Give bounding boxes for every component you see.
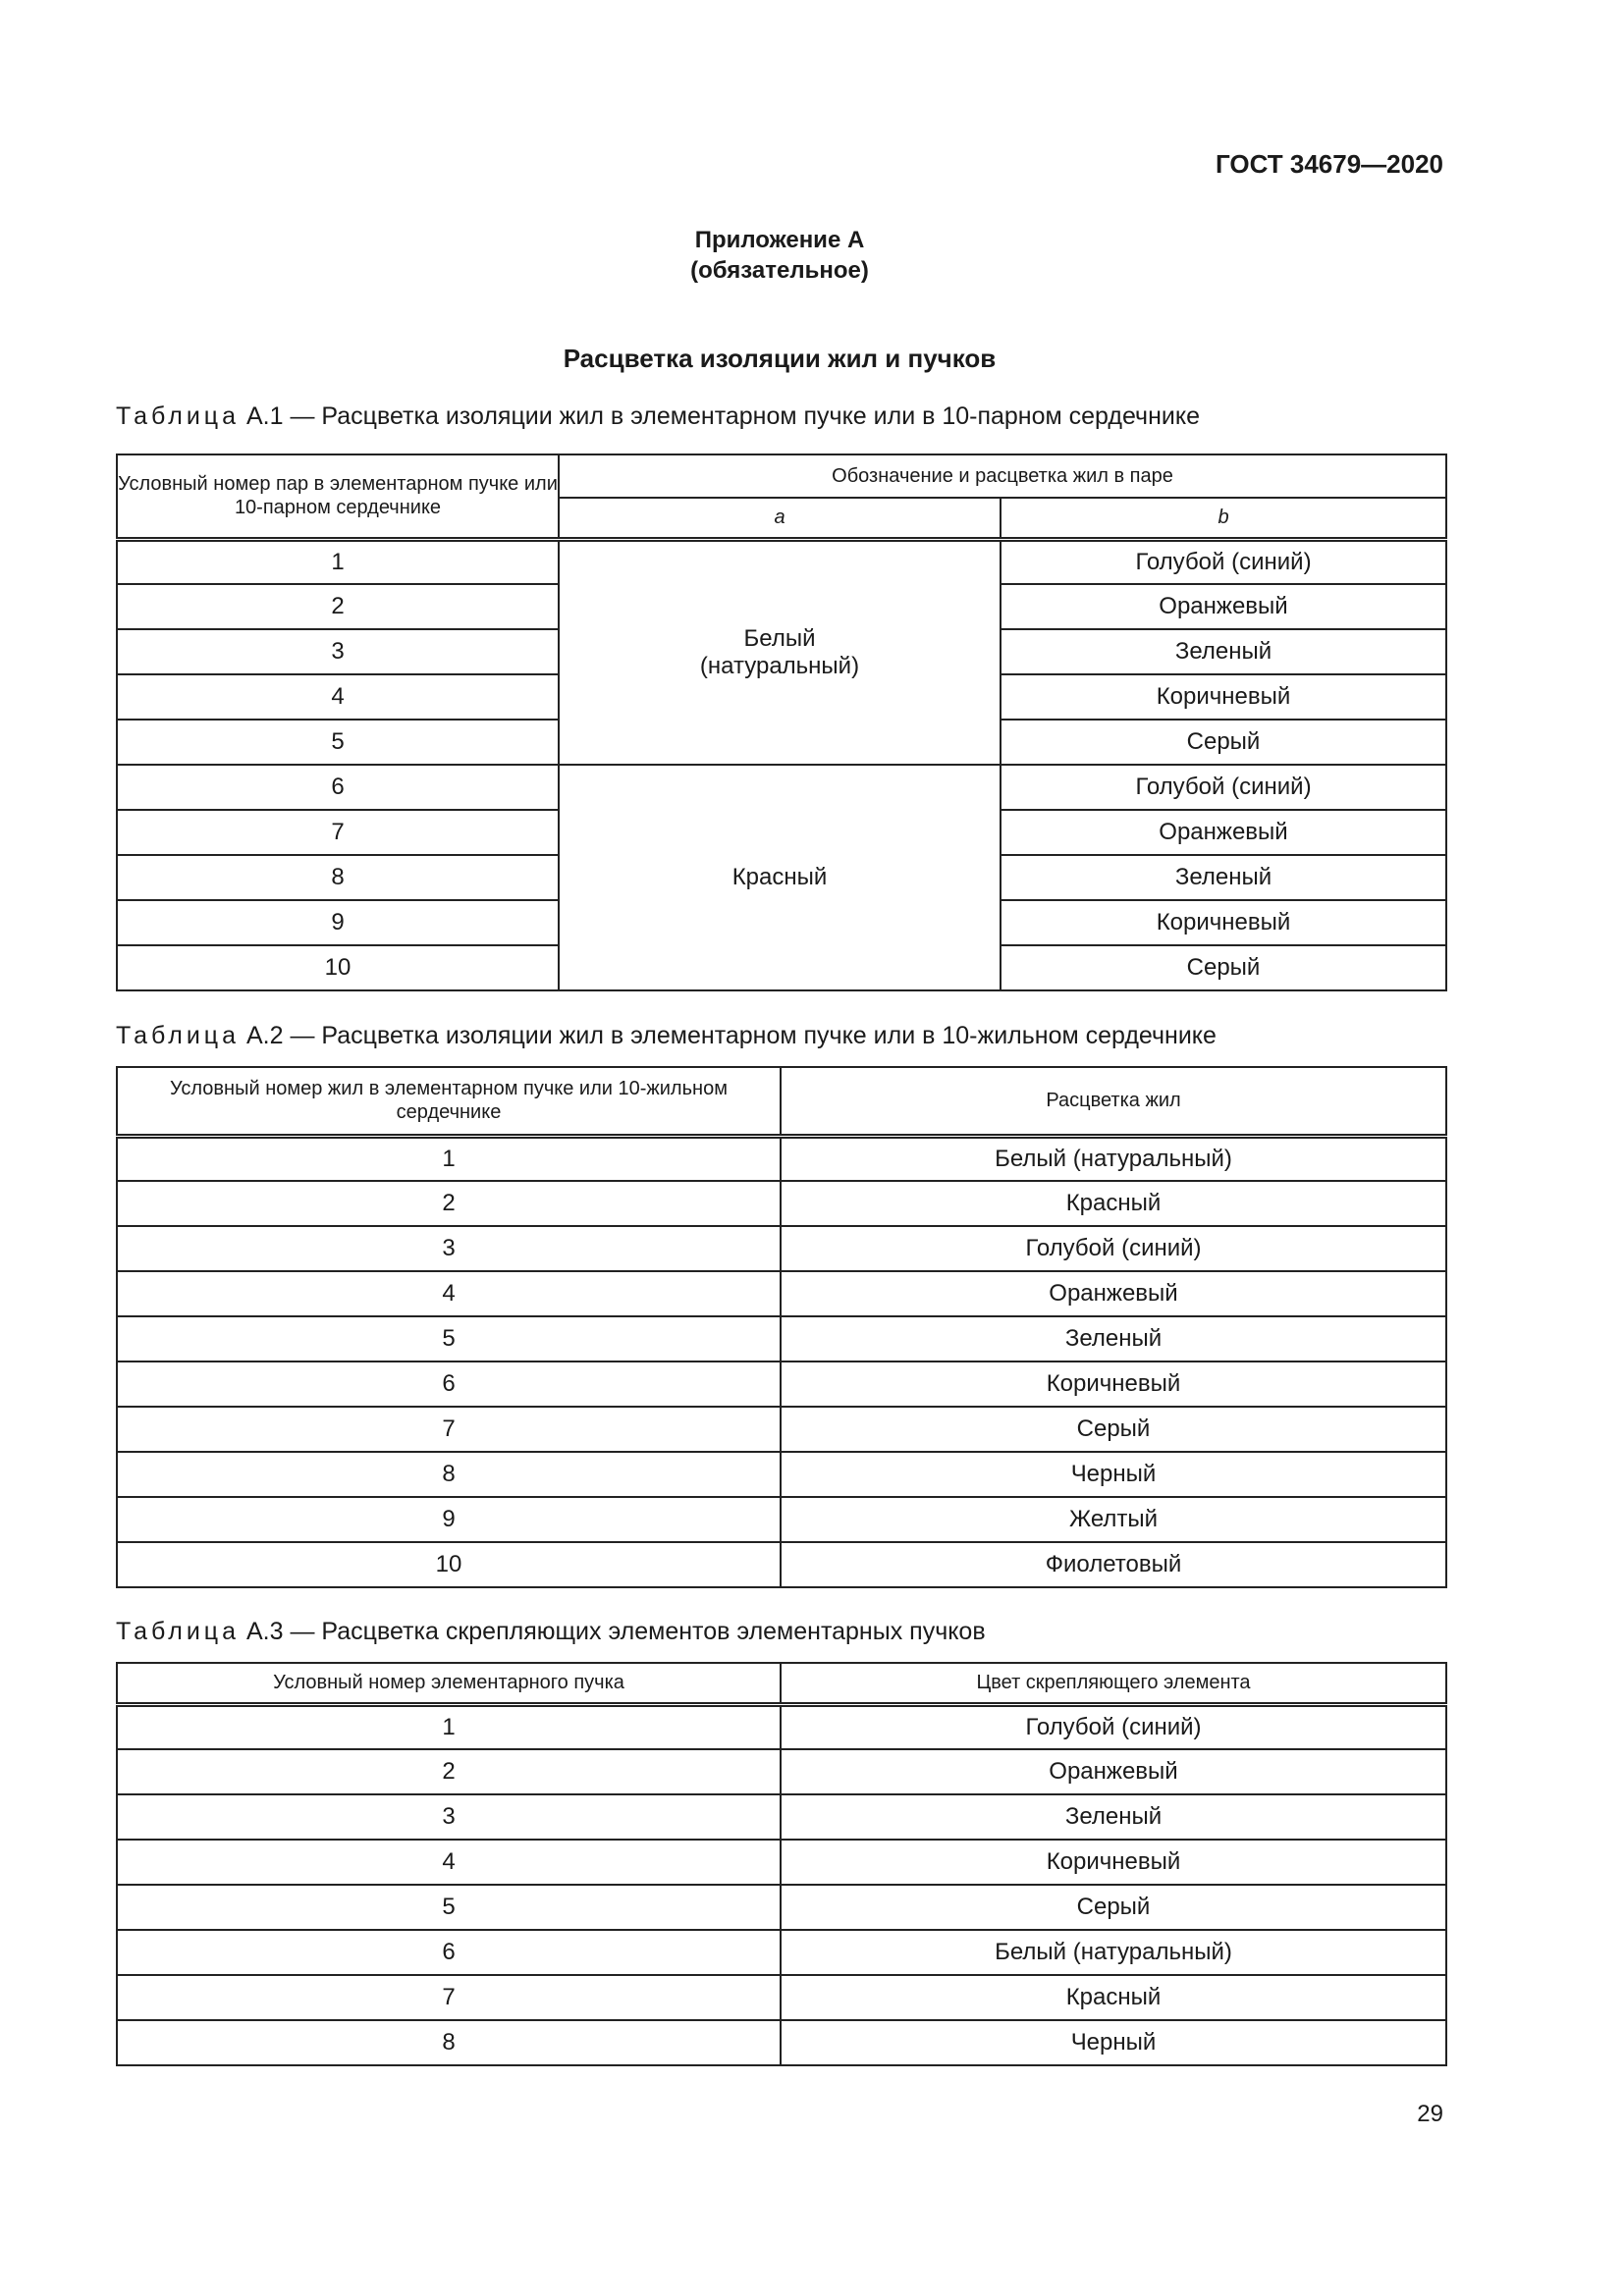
table-a1-cell-b: Серый	[1001, 945, 1446, 990]
table-a1-cell-number: 6	[117, 765, 559, 810]
table-a1-caption-text: А.1 — Расцветка изоляции жил в элементарном пучке или в 10-парном сердечнике	[245, 402, 1200, 430]
table-a2-cell-color: Зеленый	[781, 1316, 1446, 1362]
table-a1-cell-number: 3	[117, 629, 559, 674]
table-a1-a-group-1-line1: Белый	[743, 624, 816, 652]
table-a3-cell-number: 8	[117, 2020, 781, 2065]
table-a1-cell-b: Серый	[1001, 720, 1446, 765]
table-a1-cell-number: 2	[117, 584, 559, 629]
table-a3-cell-number: 6	[117, 1930, 781, 1975]
table-a2-cell-number: 9	[117, 1497, 781, 1542]
page-number: 29	[1417, 2101, 1443, 2127]
table-a1-header-b: b	[1001, 498, 1446, 539]
table-a2-cell-number: 10	[117, 1542, 781, 1587]
table-a2-cell-color: Серый	[781, 1407, 1446, 1452]
table-a3-header-number: Условный номер элементарного пучка	[117, 1663, 781, 1704]
table-a2-cell-number: 8	[117, 1452, 781, 1497]
table-a1-header-a: a	[559, 498, 1001, 539]
table-a2-header-color: Расцветка жил	[781, 1067, 1446, 1136]
table-a2-cell-number: 7	[117, 1407, 781, 1452]
table-a3-cell-color: Коричневый	[781, 1840, 1446, 1885]
table-a2-cell-color: Оранжевый	[781, 1271, 1446, 1316]
table-a3-caption-prefix: Таблица	[116, 1618, 241, 1645]
table-a2-cell-color: Черный	[781, 1452, 1446, 1497]
table-a2-cell-number: 2	[117, 1181, 781, 1226]
table-a1-cell-b: Коричневый	[1001, 900, 1446, 945]
table-a3-cell-number: 3	[117, 1794, 781, 1840]
table-a2-caption	[116, 1022, 1217, 1050]
table-a3	[116, 1662, 1447, 2066]
table-a1-cell-b: Зеленый	[1001, 629, 1446, 674]
table-a3-header-color: Цвет скрепляющего элемента	[781, 1663, 1446, 1704]
table-a2-cell-color: Голубой (синий)	[781, 1226, 1446, 1271]
table-a3-cell-color: Голубой (синий)	[781, 1704, 1446, 1749]
table-a2-cell-number: 1	[117, 1136, 781, 1181]
table-a1-cell-b: Оранжевый	[1001, 584, 1446, 629]
appendix-title: Приложение А	[694, 227, 865, 253]
table-a1-cell-number: 5	[117, 720, 559, 765]
table-a1-cell-b: Коричневый	[1001, 674, 1446, 720]
table-a1-cell-b: Зеленый	[1001, 855, 1446, 900]
table-a2-cell-color: Желтый	[781, 1497, 1446, 1542]
table-a1-header-number: Условный номер пар в элементарном пучке или 10-парном сердечнике	[117, 454, 559, 539]
table-a3-cell-number: 4	[117, 1840, 781, 1885]
document-code: ГОСТ 34679—2020	[1216, 149, 1443, 179]
table-a3-cell-color: Зеленый	[781, 1794, 1446, 1840]
table-a2-cell-number: 3	[117, 1226, 781, 1271]
table-a2-caption-text: А.2 — Расцветка изоляции жил в элементарном пучке или в 10-жильном сердечнике	[245, 1022, 1217, 1049]
table-a1-cell-b: Голубой (синий)	[1001, 539, 1446, 584]
table-a1-header-group: Обозначение и расцветка жил в паре	[559, 454, 1446, 498]
table-a1-cell-a-group-1	[559, 539, 1001, 765]
table-a1-cell-number: 9	[117, 900, 559, 945]
table-a2	[116, 1066, 1447, 1588]
table-a3-cell-color: Белый (натуральный)	[781, 1930, 1446, 1975]
table-a1-cell-number: 8	[117, 855, 559, 900]
table-a2-cell-number: 4	[117, 1271, 781, 1316]
table-a2-cell-color: Красный	[781, 1181, 1446, 1226]
appendix-status: (обязательное)	[690, 257, 869, 284]
table-a1-a-group-1-line2: (натуральный)	[699, 652, 860, 679]
table-a1-cell-b: Оранжевый	[1001, 810, 1446, 855]
table-a3-caption-text: А.3 — Расцветка скрепляющих элементов элементарных пучков	[245, 1618, 986, 1645]
table-a1-cell-a-group-2: Красный	[559, 765, 1001, 990]
table-a3-cell-color: Серый	[781, 1885, 1446, 1930]
table-a3-cell-number: 7	[117, 1975, 781, 2020]
table-a3-cell-color: Красный	[781, 1975, 1446, 2020]
table-a2-caption-prefix: Таблица	[116, 1022, 241, 1049]
table-a2-cell-color: Белый (натуральный)	[781, 1136, 1446, 1181]
table-a2-cell-color: Фиолетовый	[781, 1542, 1446, 1587]
table-a2-cell-number: 5	[117, 1316, 781, 1362]
table-a3-cell-number: 2	[117, 1749, 781, 1794]
table-a2-header-number: Условный номер жил в элементарном пучке или 10-жильном сердечнике	[117, 1067, 781, 1136]
table-a1-cell-number: 1	[117, 539, 559, 584]
table-a1-cell-number: 10	[117, 945, 559, 990]
table-a3-cell-color: Оранжевый	[781, 1749, 1446, 1794]
table-a1-cell-b: Голубой (синий)	[1001, 765, 1446, 810]
table-a2-cell-number: 6	[117, 1362, 781, 1407]
table-a3-cell-color: Черный	[781, 2020, 1446, 2065]
table-a1-caption-prefix: Таблица	[116, 402, 241, 430]
table-a1-cell-number: 4	[117, 674, 559, 720]
table-a1-cell-number: 7	[117, 810, 559, 855]
table-a1	[116, 454, 1447, 991]
table-a1-caption	[116, 402, 1200, 431]
table-a2-cell-color: Коричневый	[781, 1362, 1446, 1407]
table-a3-cell-number: 5	[117, 1885, 781, 1930]
table-a3-cell-number: 1	[117, 1704, 781, 1749]
table-a3-caption	[116, 1618, 986, 1646]
section-title: Расцветка изоляции жил и пучков	[563, 344, 997, 373]
